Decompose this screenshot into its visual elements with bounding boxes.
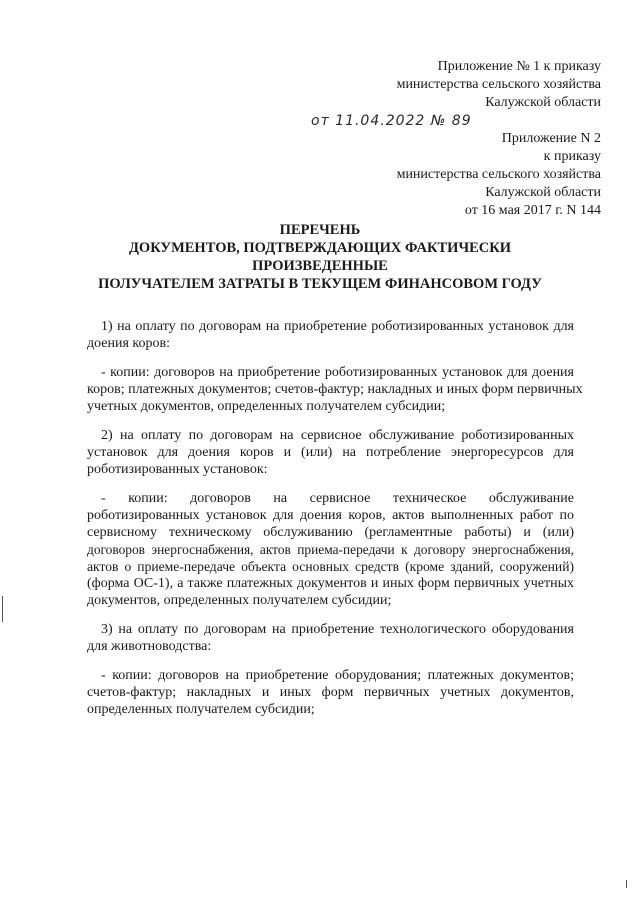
paragraph-line: определенных получателем субсидии; [87,702,315,717]
paragraph-line: установок для доения коров и (или) на потребление энергоресурсов для [87,445,574,460]
paragraph-line: актов о приеме-передаче объекта основных средств (кроме зданий, сооружений) [87,559,574,574]
paragraph-line: договоров энергоснабжения, актов приема-передачи к договору энергоснабжения, [87,542,574,557]
header-line-2: министерства сельского хозяйства [396,77,601,92]
title-line-2: ДОКУМЕНТОВ, ПОДТВЕРЖДАЮЩИХ ФАКТИЧЕСКИ [128,240,512,256]
paragraph-line: роботизированных установок: [87,462,268,477]
header-line-7: Калужской области [485,185,601,200]
paragraph-6 [87,667,574,718]
header-line-5: к приказу [543,149,601,164]
paragraph-line: счетов-фактур; накладных и иных форм первичных учетных документов, [87,685,574,700]
paragraph-1 [87,318,574,352]
paragraph-line: - копии: договоров на приобретение роботизированных установок для доения [101,365,574,380]
paragraph-4 [87,490,574,609]
header-line-4: Приложение N 2 [501,131,601,146]
header-line-8: от 16 мая 2017 г. N 144 [464,203,601,218]
title-line-3: ПРОИЗВЕДЕННЫЕ [252,258,388,274]
paragraph-2 [87,364,583,415]
appendix-header [271,58,601,220]
scan-edge-mark [626,880,627,888]
header-line-6: министерства сельского хозяйства [396,167,601,182]
paragraph-line: учетных документов, определенных получателем субсидии; [87,399,446,414]
paragraph-3 [87,427,574,478]
paragraph-line: доения коров: [87,336,171,351]
paragraph-line: - копии: договоров на сервисное техническое обслуживание [101,491,574,506]
paragraph-line: - копии: договоров на приобретение оборудования; платежных документов; [101,668,574,683]
paragraph-5 [87,621,574,655]
paragraph-line: роботизированных установок для доения коров, актов выполненных работ по [87,508,574,523]
paragraph-line: 1) на оплату по договорам на приобретение роботизированных установок для [101,319,574,334]
header-line-3: Калужской области [485,95,601,110]
paragraph-line: документов, определенных получателем субсидии; [87,593,392,608]
paragraph-line: 2) на оплату по договорам на сервисное обслуживание роботизированных [101,428,574,443]
document-body [87,318,583,730]
scan-edge-mark [2,596,3,622]
title-line-4: ПОЛУЧАТЕЛЕМ ЗАТРАТЫ В ТЕКУЩЕМ ФИНАНСОВОМ ГОДУ [98,276,542,292]
paragraph-line: коров; платежных документов; счетов-фактур; накладных и иных форм первичных [87,382,583,397]
handwritten-date-number: от 11.04.2022 № 89 [311,113,472,129]
paragraph-line: сервисному техническому обслуживанию (регламентные работы) и (или) [87,525,574,540]
document-title [60,221,580,293]
paragraph-line: (форма ОС-1), а также платежных документов и иных форм первичных учетных [87,576,574,591]
title-line-1: ПЕРЕЧЕНЬ [279,222,361,238]
header-line-1: Приложение № 1 к приказу [437,59,601,74]
paragraph-line: для животноводства: [87,639,212,654]
paragraph-line: 3) на оплату по договорам на приобретение технологического оборудования [101,622,574,637]
